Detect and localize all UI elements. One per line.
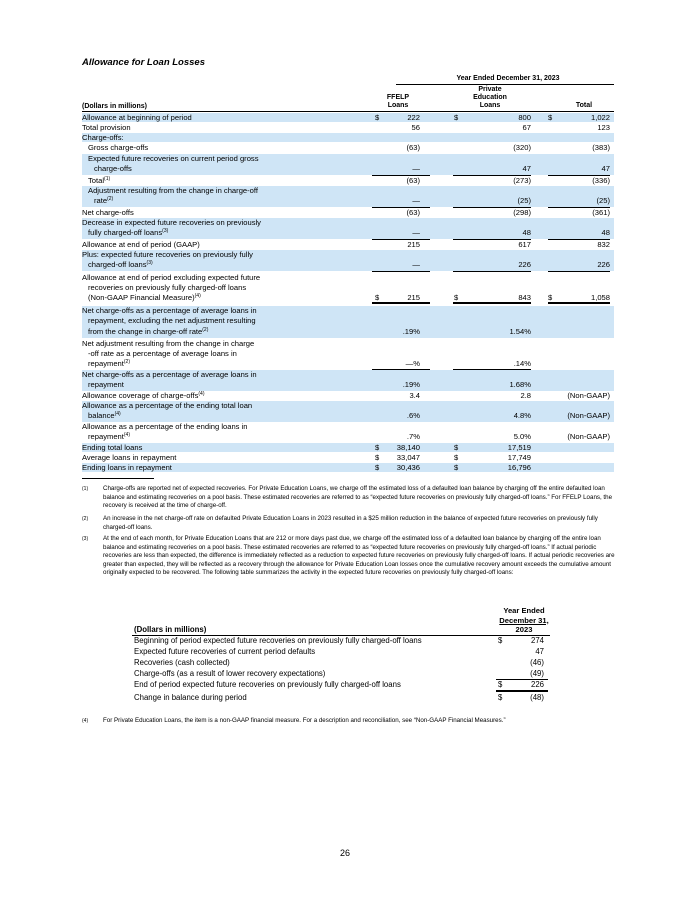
double-underline xyxy=(548,302,610,304)
underline xyxy=(548,271,610,272)
page-number: 26 xyxy=(340,848,351,858)
underline xyxy=(372,271,430,272)
table-row: Gross charge-offs (63) (320) (383) xyxy=(88,143,610,152)
table-row: Charge-offs: xyxy=(82,133,614,142)
table-row: Net charge-offs as a percentage of average loans in repayment .19% 1.68% xyxy=(82,370,614,391)
section-title: Allowance for Loan Losses xyxy=(82,57,205,68)
double-underline xyxy=(372,302,430,304)
recoveries-header: Year Ended December 31, 2023 xyxy=(499,606,549,634)
table-row: Ending total loans $ 38,140 $ 17,519 xyxy=(82,443,614,452)
table-row: Net adjustment resulting from the change in charge -off rate as a percentage of average loans in repayment$^{(2)}$ —% .14% xyxy=(82,339,531,368)
table-row: Net charge-offs (63) (298) (361) xyxy=(82,208,610,217)
table-row: Allowance coverage of charge-offs$^{(4)}$ 3.4 2.8 (Non-GAAP) xyxy=(82,391,610,400)
table-row: Total provision 56 67 123 xyxy=(82,123,610,132)
table-row: Allowance as a percentage of the ending total loan balance$^{(4)}$ .6% 4.8% (Non-GAAP) xyxy=(82,401,614,422)
table-row: Allowance at beginning of period $ 222 $ 800 $ 1,022 xyxy=(82,113,614,122)
table-row: Net charge-offs as a percentage of average loans in repayment, excluding the net adjustment resulting from the change in charge-off rate$^{(2)}$ .19% 1.54% xyxy=(82,306,614,338)
period-header-rule xyxy=(396,84,614,85)
table-row: Allowance at end of period (GAAP) 215 617 832 xyxy=(82,240,610,249)
table-row: Allowance at end of period excluding expected future recoveries on previously fully charged-off loans (Non-GAAP Financial Measure)$^{(4)}$ $ 215 $ 843 $ 1,058 xyxy=(82,273,610,302)
table-row: Average loans in repayment $ 33,047 $ 17,749 xyxy=(82,453,531,462)
recoveries-units-label: (Dollars in millions) xyxy=(134,625,207,634)
private-education-header: Private Education Loans xyxy=(473,86,507,109)
table-row: Adjustment resulting from the change in charge-off rate$^{(2)}$ — (25) (25) xyxy=(82,186,614,207)
table-row: Decrease in expected future recoveries on previously fully charged-off loans$^{(3)}$ — 48 48 xyxy=(82,218,614,239)
units-label: (Dollars in millions) xyxy=(82,103,147,110)
table-row: Plus: expected future recoveries on previously fully charged-off loans$^{(3)}$ — 226 226 xyxy=(82,250,614,271)
header-rule xyxy=(82,111,614,112)
table-row: Ending loans in repayment $ 30,436 $ 16,796 xyxy=(82,463,614,472)
underline xyxy=(453,271,531,272)
document-page: Allowance for Loan Losses Year Ended December 31, 2023 FFELP Loans Private Education Loans Total (Dollars in millions) Allowance at beginning of period $ 222 $ 800 $ 1,022 Total provision 56 67 123 Charge-offs: Gross charge-offs (63) (320) (383) Expected future recoveries on current period gross charge-offs — 47 47 Total$^{(1)}$ (63) (273) (336) Adjustment resulting from the change in charge-off rate$^{(2)}$ — (25) (25) Net charge-offs (63) (298) (361) Decrease in expected future recoveries on previously fully charged-off loans$^{(3)}$ — 48 48 Allowance at end of period (GAAP) 215 617 832 Plus: expected future recoveries on previously fully charged-off loans$^{(3)}$ — 226 226 Allowance at end of period excluding expected future recoveries on previously fully charged-off loans (Non-GAAP Financial Measure)$^{(4)}$ $ 215 $ 843 $ 1,058 Net charge-offs as a percentage of average loans in repayment, excluding the net adjustment resulting from the change in charge-off rate$^{(2)}$ .19% 1.54% Net adjustment resulting from the change in charge -off rate as a percentage of average loans in repayment$^{(2)}$ —% .14% Net charge-offs as a percentage of average loans in repayment .19% 1.68% Allowance coverage of charge-offs$^{(4)}$ 3.4 2.8 (Non-GAAP) Allowance as a percentage of the ending total loan balance$^{(4)}$ .6% 4.8% (Non-GAAP) Allowance as a percentage of the ending loans in repayment$^{(4)}$ .7% 5.0% (Non-GAAP) Ending total loans $ 38,140 $ 17,519 Average loans in repayment $ 33,047 $ 17,749 Ending loans in repayment $ 30,436 $ 16,796 (1) Charge-offs are reported net of expected recoveries. For Private Education Loans, we charge off the estimated loss of a defaulted loan balance by charging off the entire defaulted loan balance and estimating recoveries on a pool basis. These estimated recoveries are referred to as “expected future recoveries on previously fully charged-off loans.” For FFELP Loans, the recovery is received at the time of charge-off. (2) An increase in the net charge-off rate on defaulted Private Education Loans in 2023 resulted in a $25 million reduction in the balance of expected future recoveries on previously fully charged-off loans. (3) At the end of each month, for Private Education Loans that are 212 or more days past due, we charge off the estimated loss of a defaulted loan balance by charging off the entire loan balance and estimating recoveries on a pool basis. These estimated recoveries are referred to as “expected future recoveries on previously fully charged-off loans.” If actual periodic recoveries are less than expected, the difference is immediately reflected as a reduction to expected future recoveries on previously fully charged-off loans. If actual periodic recoveries are greater than expected, they will be reflected as a recovery through the allowance for Private Education Loan losses once the cumulative recovery amount exceeds the cumulative amount originally expected to be recovered. The following table summarizes the activity in the expected future recoveries on previously fully charged-off loans: Year Ended December 31, 2023 (Dollars in millions) Beginning of period expected future recoveries on previously fully charged-off loans $ 274 Expected future recoveries of current period defaults 47 Recoveries (cash collected) (46) Charge-offs (as a result of lower recovery expectations) (49) End of period expected future recoveries on previously fully charged-off loans $ 226 Change in balance during period $ (48) (4) For Private Education Loans, the item is a non-GAAP financial measure. For a description and reconciliation, see “Non-GAAP Financial Measures.” 26 xyxy=(82,57,615,858)
total-header: Total xyxy=(575,102,593,109)
double-underline xyxy=(453,302,531,304)
table-row: Allowance as a percentage of the ending loans in repayment$^{(4)}$ .7% 5.0% (Non-GAAP) xyxy=(82,422,610,441)
ffelp-header: FFELP Loans xyxy=(386,94,410,109)
table-row: Expected future recoveries on current period gross charge-offs — 47 47 xyxy=(82,154,614,175)
period-header: Year Ended December 31, 2023 xyxy=(456,75,560,82)
double-underline xyxy=(496,690,548,692)
footnote-rule xyxy=(82,478,154,479)
table-row: Total$^{(1)}$ (63) (273) (336) xyxy=(88,176,610,185)
